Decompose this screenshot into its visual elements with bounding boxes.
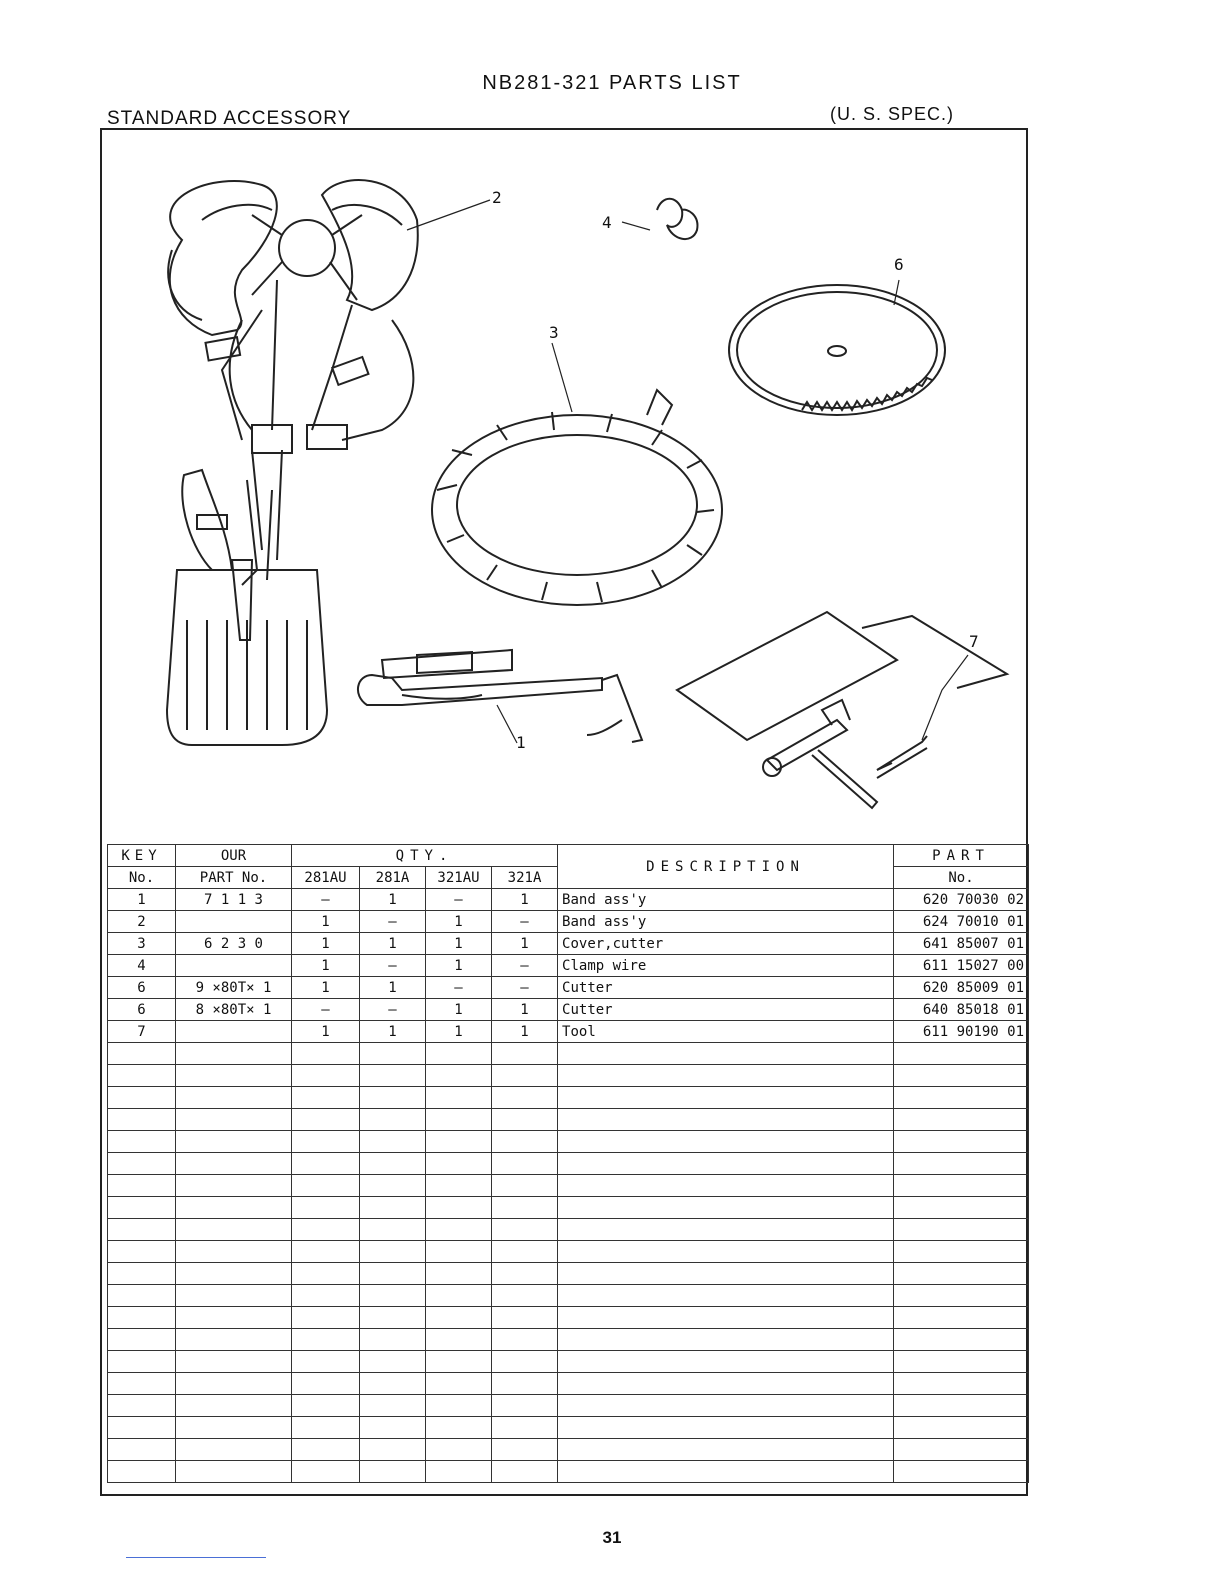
empty-table-row — [108, 1065, 1029, 1087]
empty-cell — [558, 1307, 894, 1329]
empty-cell — [176, 1241, 292, 1263]
clamp-wire-drawing — [657, 199, 697, 239]
tool-drawing — [677, 612, 1007, 808]
empty-cell — [360, 1439, 426, 1461]
empty-cell — [176, 1175, 292, 1197]
empty-cell — [176, 1417, 292, 1439]
empty-table-row — [108, 1087, 1029, 1109]
empty-cell — [558, 1219, 894, 1241]
header-our-part-no: PART No. — [176, 867, 292, 889]
cell-part: 611 15027 00 — [894, 955, 1029, 977]
empty-cell — [426, 1109, 492, 1131]
empty-table-row — [108, 1197, 1029, 1219]
empty-cell — [894, 1373, 1029, 1395]
empty-cell — [176, 1329, 292, 1351]
empty-cell — [176, 1197, 292, 1219]
header-qty: QTY. — [292, 845, 558, 867]
empty-table-row — [108, 1263, 1029, 1285]
table-row — [108, 889, 1029, 911]
table-row — [108, 1021, 1029, 1043]
empty-cell — [176, 1219, 292, 1241]
cell-q1: — — [292, 999, 360, 1021]
header-key-no: No. — [108, 867, 176, 889]
empty-cell — [558, 1241, 894, 1263]
empty-cell — [558, 1043, 894, 1065]
empty-cell — [108, 1065, 176, 1087]
empty-cell — [492, 1285, 558, 1307]
cell-key: 3 — [108, 933, 176, 955]
cell-desc: Clamp wire — [558, 955, 894, 977]
empty-cell — [894, 1395, 1029, 1417]
empty-cell — [492, 1351, 558, 1373]
cell-q3: 1 — [426, 1021, 492, 1043]
empty-table-row — [108, 1219, 1029, 1241]
header-qty-281au: 281AU — [292, 867, 360, 889]
table-row — [108, 999, 1029, 1021]
empty-cell — [108, 1263, 176, 1285]
empty-cell — [108, 1351, 176, 1373]
empty-cell — [360, 1329, 426, 1351]
empty-cell — [894, 1153, 1029, 1175]
empty-cell — [426, 1241, 492, 1263]
cell-desc: Cutter — [558, 977, 894, 999]
callout-3: 3 — [549, 323, 559, 342]
cell-q3: 1 — [426, 955, 492, 977]
empty-cell — [360, 1373, 426, 1395]
cell-q2: — — [360, 999, 426, 1021]
empty-cell — [292, 1175, 360, 1197]
empty-cell — [108, 1439, 176, 1461]
callout-1: 1 — [516, 733, 526, 752]
empty-cell — [558, 1175, 894, 1197]
cell-q1: 1 — [292, 1021, 360, 1043]
empty-cell — [176, 1263, 292, 1285]
cell-q3: 1 — [426, 999, 492, 1021]
cell-q4: 1 — [492, 933, 558, 955]
empty-cell — [558, 1087, 894, 1109]
cell-key: 4 — [108, 955, 176, 977]
empty-cell — [176, 1307, 292, 1329]
empty-cell — [292, 1373, 360, 1395]
cell-part: 640 85018 01 — [894, 999, 1029, 1021]
empty-cell — [426, 1219, 492, 1241]
empty-cell — [292, 1043, 360, 1065]
empty-cell — [558, 1373, 894, 1395]
empty-cell — [426, 1087, 492, 1109]
empty-table-row — [108, 1329, 1029, 1351]
empty-cell — [292, 1263, 360, 1285]
empty-cell — [426, 1263, 492, 1285]
empty-cell — [176, 1395, 292, 1417]
empty-cell — [492, 1439, 558, 1461]
empty-cell — [492, 1109, 558, 1131]
empty-cell — [492, 1087, 558, 1109]
cell-q4: — — [492, 955, 558, 977]
cell-q4: 1 — [492, 1021, 558, 1043]
empty-cell — [292, 1219, 360, 1241]
empty-cell — [894, 1329, 1029, 1351]
empty-cell — [292, 1439, 360, 1461]
empty-cell — [894, 1087, 1029, 1109]
empty-cell — [558, 1395, 894, 1417]
empty-table-row — [108, 1351, 1029, 1373]
table-row — [108, 911, 1029, 933]
table-row — [108, 977, 1029, 999]
empty-cell — [492, 1395, 558, 1417]
cell-q2: — — [360, 911, 426, 933]
empty-cell — [894, 1197, 1029, 1219]
empty-cell — [426, 1373, 492, 1395]
empty-cell — [894, 1439, 1029, 1461]
cell-desc: Band ass'y — [558, 889, 894, 911]
empty-cell — [360, 1241, 426, 1263]
empty-cell — [360, 1395, 426, 1417]
empty-cell — [558, 1351, 894, 1373]
empty-cell — [108, 1285, 176, 1307]
empty-cell — [492, 1219, 558, 1241]
empty-cell — [894, 1043, 1029, 1065]
empty-cell — [492, 1065, 558, 1087]
empty-cell — [894, 1131, 1029, 1153]
empty-cell — [360, 1065, 426, 1087]
empty-cell — [108, 1153, 176, 1175]
empty-cell — [492, 1461, 558, 1483]
header-part-no: No. — [894, 867, 1029, 889]
empty-cell — [426, 1153, 492, 1175]
empty-cell — [292, 1109, 360, 1131]
empty-cell — [894, 1175, 1029, 1197]
cell-desc: Tool — [558, 1021, 894, 1043]
footer-rule — [126, 1557, 266, 1558]
empty-table-row — [108, 1131, 1029, 1153]
header-key: KEY — [108, 845, 176, 867]
cell-our — [176, 955, 292, 977]
spec-label: (U. S. SPEC.) — [830, 104, 955, 124]
empty-cell — [894, 1263, 1029, 1285]
cell-our — [176, 1021, 292, 1043]
empty-cell — [426, 1175, 492, 1197]
cell-part: 620 85009 01 — [894, 977, 1029, 999]
cell-q3: — — [426, 977, 492, 999]
cell-q2: 1 — [360, 889, 426, 911]
empty-cell — [558, 1329, 894, 1351]
cell-q1: 1 — [292, 977, 360, 999]
header-our: OUR — [176, 845, 292, 867]
header-qty-321au: 321AU — [426, 867, 492, 889]
table-row — [108, 955, 1029, 977]
empty-cell — [292, 1395, 360, 1417]
empty-cell — [426, 1395, 492, 1417]
empty-cell — [360, 1087, 426, 1109]
empty-cell — [108, 1219, 176, 1241]
cell-q1: — — [292, 889, 360, 911]
header-qty-281a: 281A — [360, 867, 426, 889]
page-title: NB281-321 PARTS LIST — [482, 72, 742, 94]
cell-key: 7 — [108, 1021, 176, 1043]
empty-table-row — [108, 1395, 1029, 1417]
empty-cell — [176, 1065, 292, 1087]
empty-table-row — [108, 1175, 1029, 1197]
empty-cell — [558, 1153, 894, 1175]
cell-q1: 1 — [292, 911, 360, 933]
callout-leaders — [407, 200, 968, 743]
empty-cell — [360, 1131, 426, 1153]
cell-q4: — — [492, 911, 558, 933]
empty-cell — [292, 1417, 360, 1439]
empty-cell — [360, 1043, 426, 1065]
cell-key: 1 — [108, 889, 176, 911]
callout-2: 2 — [492, 188, 502, 207]
cell-key: 6 — [108, 999, 176, 1021]
cutter-cover-drawing — [432, 390, 722, 605]
empty-cell — [176, 1109, 292, 1131]
cell-q3: — — [426, 889, 492, 911]
empty-cell — [894, 1241, 1029, 1263]
empty-cell — [492, 1131, 558, 1153]
empty-cell — [108, 1329, 176, 1351]
table-row — [108, 933, 1029, 955]
cell-q2: 1 — [360, 977, 426, 999]
empty-cell — [558, 1417, 894, 1439]
empty-cell — [426, 1461, 492, 1483]
cell-desc: Band ass'y — [558, 911, 894, 933]
empty-cell — [426, 1131, 492, 1153]
empty-table-row — [108, 1241, 1029, 1263]
empty-cell — [176, 1351, 292, 1373]
empty-cell — [360, 1219, 426, 1241]
empty-cell — [894, 1417, 1029, 1439]
empty-table-row — [108, 1461, 1029, 1483]
parts-table-body — [108, 889, 1029, 1483]
empty-cell — [492, 1153, 558, 1175]
callout-4: 4 — [602, 213, 612, 232]
empty-cell — [492, 1373, 558, 1395]
empty-cell — [558, 1065, 894, 1087]
empty-cell — [426, 1351, 492, 1373]
empty-cell — [292, 1087, 360, 1109]
empty-cell — [108, 1461, 176, 1483]
empty-cell — [894, 1351, 1029, 1373]
empty-cell — [360, 1307, 426, 1329]
empty-cell — [426, 1329, 492, 1351]
empty-cell — [360, 1263, 426, 1285]
parts-frame — [100, 128, 1028, 1496]
empty-cell — [292, 1461, 360, 1483]
empty-cell — [894, 1219, 1029, 1241]
empty-cell — [176, 1153, 292, 1175]
empty-cell — [108, 1087, 176, 1109]
empty-table-row — [108, 1285, 1029, 1307]
cell-part: 624 70010 01 — [894, 911, 1029, 933]
empty-cell — [108, 1131, 176, 1153]
empty-cell — [292, 1285, 360, 1307]
empty-cell — [108, 1109, 176, 1131]
callout-6: 6 — [894, 255, 904, 274]
empty-table-row — [108, 1109, 1029, 1131]
cell-q3: 1 — [426, 933, 492, 955]
cell-q1: 1 — [292, 955, 360, 977]
empty-cell — [176, 1439, 292, 1461]
cutter-blade-drawing — [729, 285, 945, 415]
empty-cell — [492, 1329, 558, 1351]
empty-cell — [558, 1109, 894, 1131]
cell-key: 6 — [108, 977, 176, 999]
empty-cell — [292, 1131, 360, 1153]
empty-cell — [492, 1241, 558, 1263]
empty-cell — [176, 1043, 292, 1065]
callout-7: 7 — [969, 632, 979, 651]
empty-cell — [360, 1109, 426, 1131]
empty-cell — [108, 1307, 176, 1329]
empty-cell — [558, 1461, 894, 1483]
empty-cell — [176, 1087, 292, 1109]
empty-cell — [108, 1417, 176, 1439]
cell-q3: 1 — [426, 911, 492, 933]
empty-table-row — [108, 1043, 1029, 1065]
cell-key: 2 — [108, 911, 176, 933]
cell-q2: — — [360, 955, 426, 977]
empty-cell — [292, 1197, 360, 1219]
cell-our: 6 2 3 0 — [176, 933, 292, 955]
empty-cell — [492, 1197, 558, 1219]
cell-part: 641 85007 01 — [894, 933, 1029, 955]
cell-our: 7 1 1 3 — [176, 889, 292, 911]
empty-cell — [558, 1263, 894, 1285]
header-part: PART — [894, 845, 1029, 867]
empty-cell — [426, 1197, 492, 1219]
empty-cell — [360, 1197, 426, 1219]
cell-q4: — — [492, 977, 558, 999]
cell-q2: 1 — [360, 933, 426, 955]
cell-part: 620 70030 02 — [894, 889, 1029, 911]
empty-cell — [426, 1417, 492, 1439]
empty-cell — [292, 1153, 360, 1175]
empty-cell — [360, 1175, 426, 1197]
header-description: DESCRIPTION — [558, 845, 894, 889]
empty-cell — [426, 1439, 492, 1461]
empty-table-row — [108, 1153, 1029, 1175]
empty-cell — [360, 1417, 426, 1439]
empty-cell — [558, 1439, 894, 1461]
empty-cell — [176, 1285, 292, 1307]
cell-desc: Cutter — [558, 999, 894, 1021]
cell-q4: 1 — [492, 889, 558, 911]
empty-cell — [426, 1065, 492, 1087]
cell-our: 8 ×80T× 1 — [176, 999, 292, 1021]
parts-illustration — [102, 130, 1026, 844]
band-drawing — [358, 650, 642, 742]
parts-table — [107, 844, 1029, 1483]
empty-cell — [292, 1241, 360, 1263]
empty-cell — [426, 1285, 492, 1307]
empty-cell — [492, 1043, 558, 1065]
empty-cell — [894, 1109, 1029, 1131]
empty-cell — [108, 1241, 176, 1263]
empty-cell — [894, 1065, 1029, 1087]
empty-cell — [426, 1307, 492, 1329]
empty-cell — [108, 1175, 176, 1197]
empty-cell — [360, 1285, 426, 1307]
harness-drawing — [167, 180, 418, 745]
empty-cell — [176, 1461, 292, 1483]
cell-q4: 1 — [492, 999, 558, 1021]
empty-cell — [360, 1461, 426, 1483]
empty-cell — [176, 1131, 292, 1153]
cell-our: 9 ×80T× 1 — [176, 977, 292, 999]
empty-cell — [894, 1285, 1029, 1307]
empty-table-row — [108, 1439, 1029, 1461]
empty-cell — [558, 1285, 894, 1307]
empty-cell — [360, 1153, 426, 1175]
cell-desc: Cover,cutter — [558, 933, 894, 955]
empty-cell — [108, 1043, 176, 1065]
section-title: STANDARD ACCESSORY — [107, 108, 352, 129]
empty-cell — [108, 1373, 176, 1395]
empty-cell — [558, 1131, 894, 1153]
cell-q1: 1 — [292, 933, 360, 955]
empty-cell — [426, 1043, 492, 1065]
empty-table-row — [108, 1373, 1029, 1395]
empty-cell — [292, 1329, 360, 1351]
empty-table-row — [108, 1417, 1029, 1439]
cell-our — [176, 911, 292, 933]
empty-cell — [108, 1197, 176, 1219]
empty-cell — [894, 1461, 1029, 1483]
header-qty-321a: 321A — [492, 867, 558, 889]
empty-cell — [492, 1263, 558, 1285]
empty-cell — [492, 1417, 558, 1439]
empty-cell — [492, 1307, 558, 1329]
empty-cell — [894, 1307, 1029, 1329]
empty-cell — [292, 1351, 360, 1373]
empty-cell — [558, 1197, 894, 1219]
cell-q2: 1 — [360, 1021, 426, 1043]
empty-cell — [176, 1373, 292, 1395]
cell-part: 611 90190 01 — [894, 1021, 1029, 1043]
page-number: 31 — [602, 1528, 622, 1547]
empty-cell — [292, 1065, 360, 1087]
empty-cell — [492, 1175, 558, 1197]
empty-table-row — [108, 1307, 1029, 1329]
empty-cell — [292, 1307, 360, 1329]
empty-cell — [360, 1351, 426, 1373]
empty-cell — [108, 1395, 176, 1417]
